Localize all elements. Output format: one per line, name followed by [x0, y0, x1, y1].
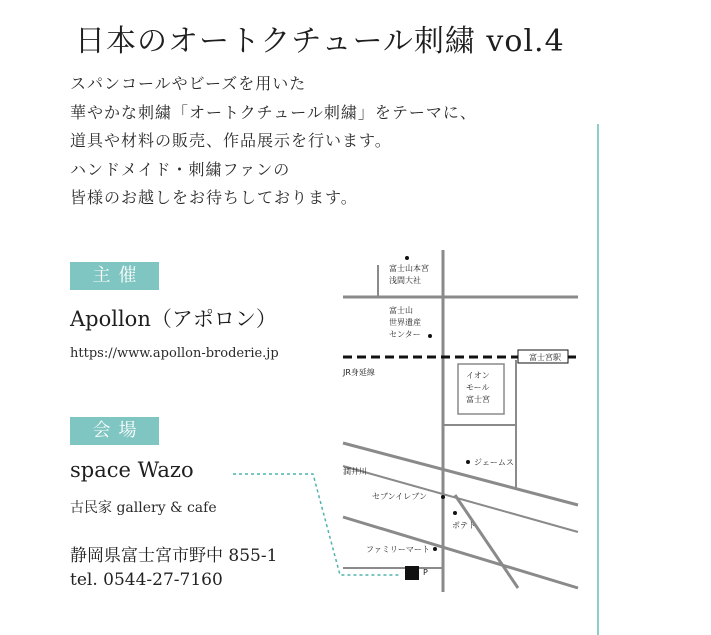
map-venue-leader — [233, 474, 399, 575]
map-aeon-label: イオン — [466, 371, 490, 380]
intro-line: 華やかな刺繍「オートクチュール刺繍」をテーマに、 — [70, 102, 477, 122]
map-potete-label: ポテト — [452, 521, 476, 530]
host-url[interactable]: https://www.apollon-broderie.jp — [70, 346, 279, 361]
map-familymart-label: ファミリーマート — [366, 545, 430, 554]
map-potete-dot — [453, 511, 457, 515]
venue-subtitle: 古民家 gallery & cafe — [70, 500, 217, 516]
map-seven-label: セブンイレブン — [372, 492, 427, 501]
map-gyms-dot — [466, 460, 470, 464]
map-center-label: センター — [389, 330, 421, 339]
map-center-dot — [428, 334, 432, 338]
map-shrine-label: 浅間大社 — [389, 276, 421, 285]
map-seven-dot — [441, 495, 445, 499]
map-center-label: 富士山 — [389, 306, 413, 315]
map-aeon-label: 富士宮 — [466, 395, 490, 404]
intro-line: ハンドメイド・刺繍ファンの — [70, 159, 291, 179]
map-roads — [343, 250, 578, 592]
map-familymart-dot — [433, 547, 437, 551]
map-jr-label: JR身延線 — [343, 368, 375, 377]
venue-badge: 会場 — [70, 417, 159, 445]
venue-name: space Wazo — [70, 458, 194, 482]
intro-line: 道具や材料の販売、作品展示を行います。 — [70, 131, 392, 150]
map-center-label: 世界遺産 — [389, 318, 421, 327]
page-title: 日本のオートクチュール刺繍 vol.4 — [75, 24, 565, 59]
map-gyms-label: ジェームス — [474, 458, 514, 467]
map-shrine-label: 富士山本宮 — [389, 264, 429, 273]
map-venue-marker — [405, 566, 419, 580]
host-name: Apollon（アポロン） — [70, 307, 277, 331]
map-road-branch — [455, 495, 518, 588]
intro-line: スパンコールやビーズを用いた — [70, 74, 307, 93]
venue-address: 静岡県富士宮市野中 855-1 — [70, 546, 278, 566]
map-parking-label: P — [423, 568, 428, 577]
map-shrine-dot — [405, 256, 409, 260]
map-river-label: 潤井川 — [343, 467, 367, 476]
map-aeon-label: モール — [466, 383, 490, 392]
venue-tel: tel. 0544-27-7160 — [70, 570, 223, 590]
map-station-label: 富士宮駅 — [529, 353, 561, 362]
intro-line: 皆様のお越しをお待ちしております。 — [70, 188, 358, 207]
host-badge: 主催 — [70, 262, 159, 290]
